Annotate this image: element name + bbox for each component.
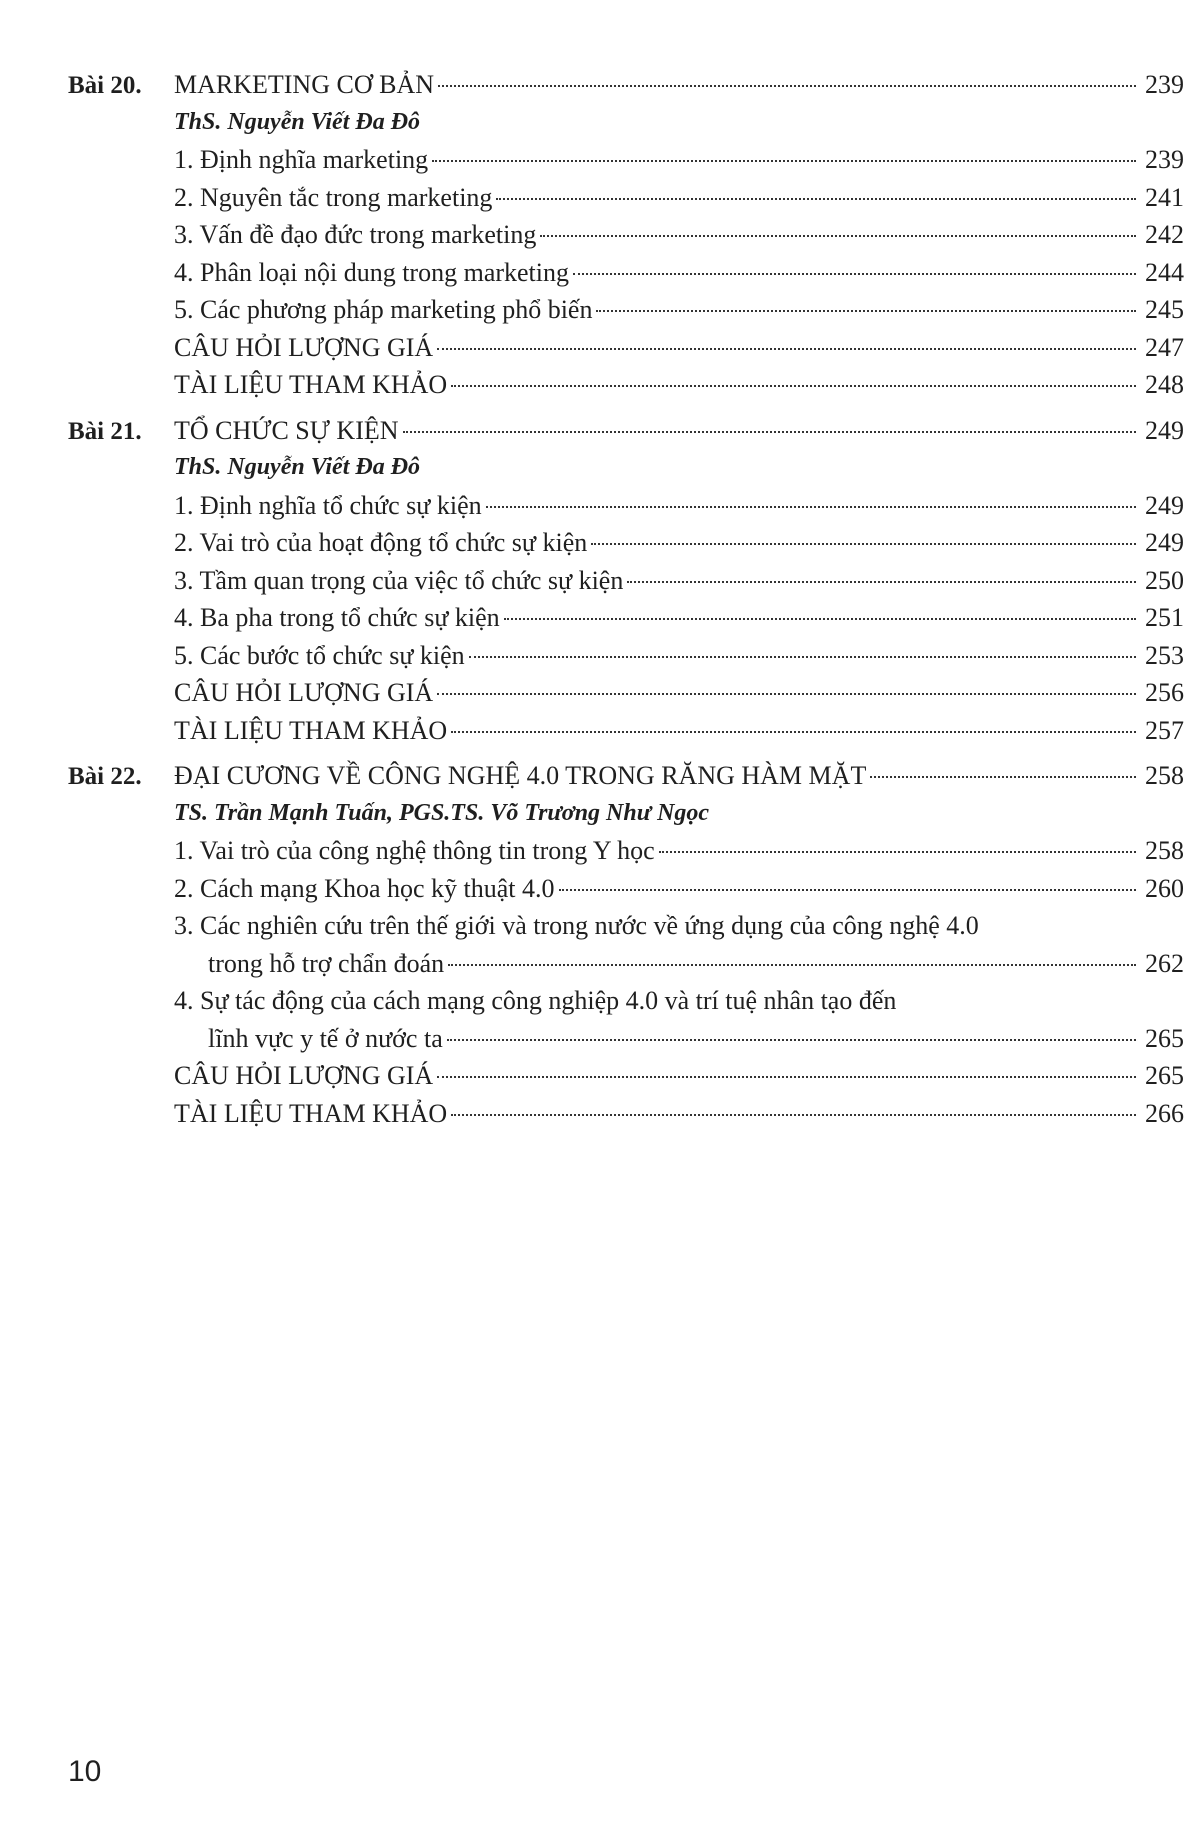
lesson-page: 258	[1145, 761, 1184, 790]
entry-label: 4. Sự tác động của cách mạng công nghiệp 4.0 và trí tuệ nhân tạo đến	[174, 986, 897, 1015]
entry-label: TÀI LIỆU THAM KHẢO	[174, 715, 448, 745]
entry-page: 239	[1145, 145, 1184, 174]
entry-label: CÂU HỎI LƯỢNG GIÁ	[174, 1061, 434, 1090]
dot-leader	[469, 656, 1136, 658]
dot-leader	[504, 618, 1136, 620]
entry-label: TÀI LIỆU THAM KHẢO	[174, 370, 448, 399]
lesson-heading	[68, 757, 1184, 795]
dot-leader	[451, 385, 1136, 387]
entry-label: 2. Cách mạng Khoa học kỹ thuật 4.0	[174, 873, 555, 903]
entry-page: 260	[1145, 873, 1184, 903]
dot-leader	[437, 348, 1136, 350]
entry-label: 1. Định nghĩa tổ chức sự kiện	[174, 490, 482, 520]
entry-label-continued: lĩnh vực y tế ở nước ta	[208, 1023, 443, 1053]
dot-leader	[451, 731, 1136, 733]
entry-page: 257	[1145, 715, 1184, 745]
toc-entry	[68, 366, 1184, 404]
entry-label: 3. Vấn đề đạo đức trong marketing	[174, 220, 537, 249]
lesson-21	[68, 412, 1184, 750]
entry-label: 4. Phân loại nội dung trong marketing	[174, 257, 570, 287]
page-number: 10	[68, 1755, 102, 1788]
table-of-contents	[68, 66, 1184, 1140]
entry-label: 3. Tầm quan trọng của việc tổ chức sự kiện	[174, 565, 624, 595]
lesson-number: Bài 22.	[68, 763, 142, 790]
dot-leader	[448, 964, 1136, 966]
dot-leader	[540, 235, 1136, 237]
dot-leader	[432, 160, 1136, 162]
lesson-page: 249	[1145, 415, 1184, 445]
entry-page: 251	[1145, 603, 1184, 632]
toc-entry	[68, 216, 1184, 254]
lesson-author: ThS. Nguyễn Viết Đa Đô	[174, 454, 421, 480]
toc-entry	[68, 254, 1184, 292]
entry-page: 256	[1145, 678, 1184, 707]
dot-leader	[447, 1039, 1136, 1041]
dot-leader	[438, 85, 1136, 87]
lesson-title: TỔ CHỨC SỰ KIỆN	[174, 415, 399, 445]
entry-page: 244	[1145, 257, 1184, 287]
toc-entry	[68, 1057, 1184, 1095]
entry-page: 262	[1145, 948, 1184, 978]
dot-leader	[403, 431, 1136, 433]
entry-label: 4. Ba pha trong tổ chức sự kiện	[174, 603, 500, 632]
dot-leader	[591, 543, 1136, 545]
dot-leader	[437, 693, 1136, 695]
entry-page: 241	[1145, 182, 1184, 212]
entry-label: 5. Các bước tổ chức sự kiện	[174, 640, 465, 670]
toc-entry	[68, 487, 1184, 525]
toc-entry	[68, 599, 1184, 637]
entry-page: 247	[1145, 332, 1184, 362]
entry-label: 3. Các nghiên cứu trên thế giới và trong nước về ứng dụng của công nghệ 4.0	[174, 911, 979, 940]
dot-leader	[496, 198, 1136, 200]
dot-leader	[659, 851, 1136, 853]
toc-entry-continuation	[68, 945, 1184, 983]
entry-page: 265	[1145, 1023, 1184, 1053]
toc-entry	[68, 1095, 1184, 1133]
entry-page: 253	[1145, 640, 1184, 670]
lesson-title: MARKETING CƠ BẢN	[174, 70, 434, 99]
entry-label-continued: trong hỗ trợ chẩn đoán	[208, 948, 445, 978]
entry-page: 266	[1145, 1098, 1184, 1128]
dot-leader	[437, 1076, 1136, 1078]
dot-leader	[870, 776, 1136, 778]
entry-label: 1. Định nghĩa marketing	[174, 145, 429, 174]
toc-entry	[68, 870, 1184, 908]
toc-entry	[68, 832, 1184, 870]
lesson-number: Bài 20.	[68, 72, 142, 99]
entry-page: 248	[1145, 370, 1184, 399]
lesson-number: Bài 21.	[68, 417, 142, 445]
entry-label: TÀI LIỆU THAM KHẢO	[174, 1098, 448, 1128]
dot-leader	[627, 581, 1136, 583]
toc-entry-first-line	[68, 982, 1184, 1020]
entry-page: 249	[1145, 490, 1184, 520]
dot-leader	[559, 889, 1136, 891]
lesson-author: TS. Trần Mạnh Tuấn, PGS.TS. Võ Trương Như Ngọc	[174, 799, 710, 826]
dot-leader	[451, 1114, 1136, 1116]
toc-entry-first-line	[68, 907, 1184, 945]
entry-page: 250	[1145, 565, 1184, 595]
entry-label: CÂU HỎI LƯỢNG GIÁ	[174, 332, 434, 362]
toc-entry	[68, 712, 1184, 750]
entry-label: 5. Các phương pháp marketing phổ biến	[174, 295, 593, 324]
toc-entry	[68, 562, 1184, 600]
author-line	[68, 104, 1184, 142]
lesson-author: ThS. Nguyễn Viết Đa Đô	[174, 108, 421, 135]
entry-page: 242	[1145, 220, 1184, 249]
toc-entry	[68, 674, 1184, 712]
lesson-heading	[68, 66, 1184, 104]
toc-entry	[68, 141, 1184, 179]
dot-leader	[596, 310, 1136, 312]
entry-page: 265	[1145, 1061, 1184, 1090]
lesson-page: 239	[1145, 70, 1184, 99]
entry-label: 2. Vai trò của hoạt động tổ chức sự kiện	[174, 528, 588, 557]
toc-entry	[68, 524, 1184, 562]
lesson-20	[68, 66, 1184, 404]
entry-page: 249	[1145, 528, 1184, 557]
author-line	[68, 795, 1184, 833]
toc-entry	[68, 329, 1184, 367]
lesson-22	[68, 757, 1184, 1132]
dot-leader	[573, 273, 1136, 275]
toc-entry-continuation	[68, 1020, 1184, 1058]
entry-page: 258	[1145, 836, 1184, 865]
entry-label: 2. Nguyên tắc trong marketing	[174, 182, 493, 212]
toc-entry	[68, 179, 1184, 217]
dot-leader	[486, 506, 1136, 508]
entry-label: 1. Vai trò của công nghệ thông tin trong Y học	[174, 836, 655, 865]
toc-entry	[68, 637, 1184, 675]
entry-label: CÂU HỎI LƯỢNG GIÁ	[174, 678, 434, 707]
author-line	[68, 449, 1184, 487]
lesson-heading	[68, 412, 1184, 450]
toc-entry	[68, 291, 1184, 329]
entry-page: 245	[1145, 295, 1184, 324]
lesson-title: ĐẠI CƯƠNG VỀ CÔNG NGHỆ 4.0 TRONG RĂNG HÀM MẶT	[174, 761, 867, 790]
